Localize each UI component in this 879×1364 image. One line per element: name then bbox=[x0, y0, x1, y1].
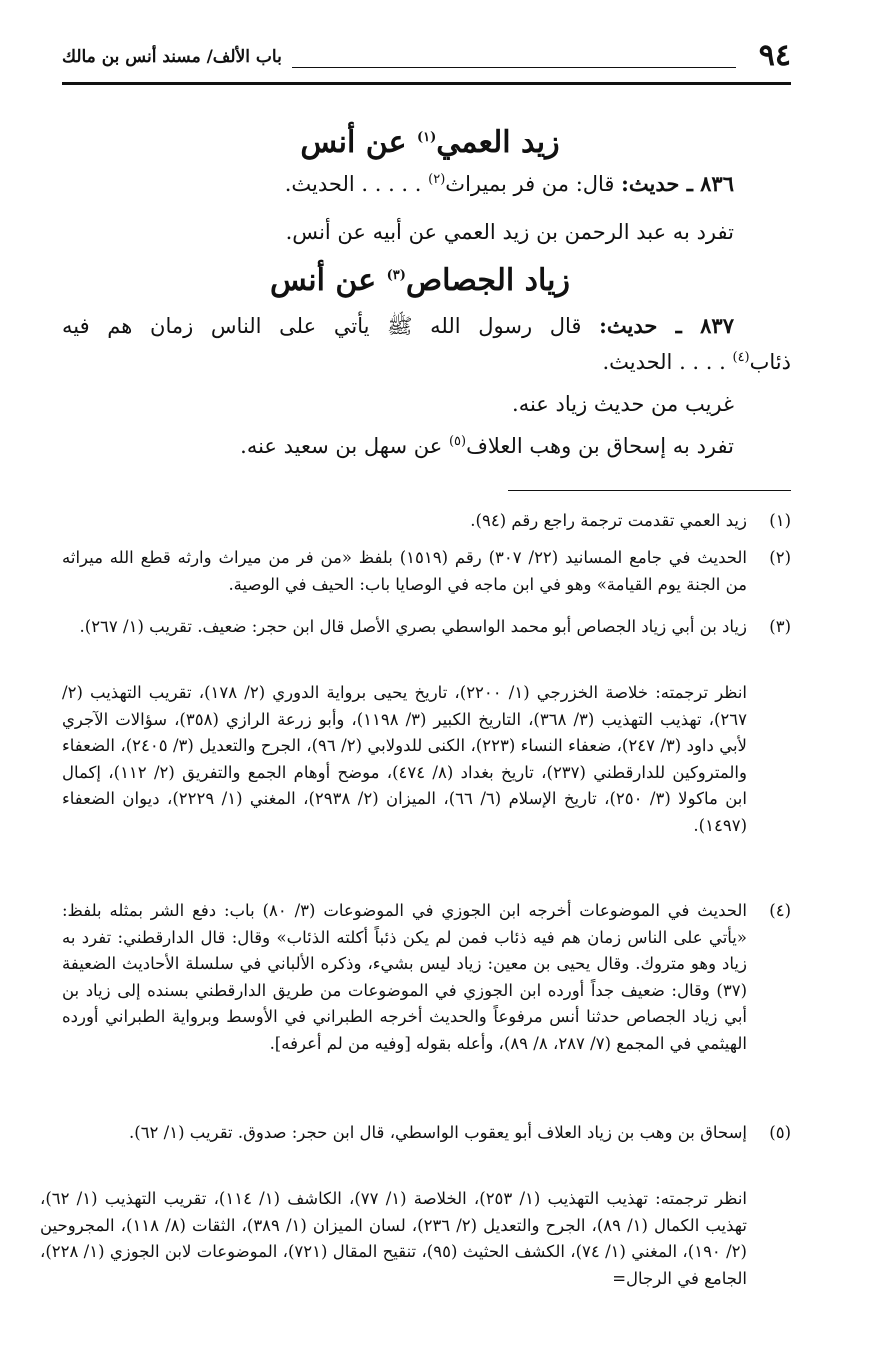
footnote-2-text: الحديث في جامع المسانيد (٢٢/ ٣٠٧) رقم (١٥١٩) بلفظ «من فر من ميراث وارثه قطع الله ميراثه من الجنة يوم القيامة» وهو في ابن ماجه في الوصايا باب: الحيف في الوصية. bbox=[62, 548, 747, 594]
header-rule bbox=[62, 82, 791, 85]
hadith-837-line-4 bbox=[60, 428, 734, 464]
hadith-837-number: ٨٣٧ ـ حديث: bbox=[599, 313, 734, 338]
hadith-836-text: قال: من فر بميراث bbox=[445, 172, 615, 196]
page-number: ٩٤ bbox=[758, 38, 791, 73]
footnote-3-mark: (٣) bbox=[769, 617, 791, 636]
running-title: باب الألف/ مسند أنس بن مالك bbox=[62, 47, 282, 67]
footnote-ref-2: (٢) bbox=[428, 172, 446, 187]
hadith-836-line-2: تفرد به عبد الرحمن بن زيد العمي عن أبيه عن أنس. bbox=[285, 220, 734, 244]
hadith-836-line-1 bbox=[60, 166, 734, 202]
header-dash-line bbox=[292, 67, 736, 68]
hadith-837-line2-end: . . . . الحديث. bbox=[602, 350, 726, 374]
page-header bbox=[62, 36, 791, 80]
footnote-2-mark: (٢) bbox=[769, 548, 791, 567]
footnote-3 bbox=[62, 614, 791, 668]
footnote-1-mark: (١) bbox=[769, 511, 791, 530]
footnote-1-text: زيد العمي تقدمت ترجمة راجع رقم (٩٤). bbox=[470, 511, 747, 530]
hadith-836-ending: . . . . . الحديث. bbox=[284, 172, 422, 196]
hadith-837-line-3: غريب من حديث زياد عنه. bbox=[512, 392, 734, 416]
footnote-1 bbox=[62, 508, 791, 536]
section-title-zayd-rest: عن أنس bbox=[300, 125, 407, 160]
hadith-837-line-1 bbox=[62, 308, 734, 344]
footnote-5-text: إسحاق بن وهب بن زياد العلاف أبو يعقوب الواسطي، قال ابن حجر: صدوق. تقريب (١/ ٦٢). bbox=[129, 1123, 747, 1142]
section-title-zayd-name: زيد العمي bbox=[436, 125, 560, 160]
section-title-zayd bbox=[300, 118, 560, 168]
footnote-5-sources: انظر ترجمته: تهذيب التهذيب (١/ ٢٥٣)، الخلاصة (١/ ٧٧)، الكاشف (١/ ١١٤)، تقريب التهذيب (١/ ٦٢)، تهذيب الكمال (١/ ٨٩)، الجرح والتعديل (٢/ ٢٣٦)، لسان الميزان (١/ ٣٨٩)، الثقات (٨/ ١١٨)، المجروحين (٢/ ١٩٠)، المغني (١/ ٧٤)، الكشف الحثيث (٩٥)، تنقيح المقال (٧٢١)، الموضوعات لابن الجوزي (١/ ٢٢٨)، الجامع في الرجال= bbox=[40, 1189, 747, 1288]
footnote-4-mark: (٤) bbox=[769, 901, 791, 920]
footnote-ref-5: (٥) bbox=[448, 434, 467, 449]
hadith-837-line4-start: تفرد به إسحاق بن وهب العلاف bbox=[466, 434, 734, 458]
footnote-5-mark: (٥) bbox=[769, 1123, 791, 1142]
footnote-4-text: الحديث في الموضوعات أخرجه ابن الجوزي في الموضوعات (٣/ ٨٠) باب: دفع الشر بمثله بلفظ: «يأتي على الناس زمان هم فيه ذئاب فمن لم يكن ذئباً أكلته الذئاب» وقال: قال الدارقطني: تفرد به زياد وهو متروك. وقال يحيى بن معين: زياد ليس بشيء، وذكره الألباني في سلسلة الأحاديث الضعيفة (٣٧) وقال: ضعيف جداً أورده ابن الجوزي في الموضوعات من طريق الدارقطني بسنده إلى زياد بن أبي زياد الجصاص حدثنا أنس مرفوعاً والحديث أخرجه الطبراني في الأوسط وبرواية الطبراني أورده الهيثمي في المجمع (٧/ ٢٨٧، ٨/ ٨٩)، وأعله بقوله [وفيه من لم أعرفه]. bbox=[62, 901, 748, 1053]
section-title-ziyad-name: زياد الجصاص bbox=[405, 263, 570, 298]
footnote-ref-4: (٤) bbox=[732, 350, 750, 365]
footnote-ref-3: (٣) bbox=[386, 268, 406, 283]
section-title-ziyad bbox=[270, 256, 570, 306]
footnote-3-sources: انظر ترجمته: خلاصة الخزرجي (١/ ٢٢٠٠)، تاريخ يحيى برواية الدوري (٢/ ١٧٨)، تقريب التهذيب (٢/ ٢٦٧)، تهذيب التهذيب (٣/ ٣٦٨)، التاريخ الكبير (٣/ ١١٩٨)، وأبو زرعة الرازي (٣٥٨)، سؤالات الآجري لأبي داود (٣/ ٢٤٧)، ضعفاء النساء (٢٢٣)، الكنى للدولابي (٢/ ٩٦)، الجرح والتعديل (٣/ ٢٤٠٥)، الضعفاء والمتروكين للدارقطني (٢٣٧)، تاريخ بغداد (٨/ ٤٧٤)، موضح أوهام الجمع والتفريق (٢/ ١١٢)، إكمال ابن ماكولا (٣/ ٢٥٠)، تاريخ الإسلام (٦/ ٦٦)، الميزان (٢/ ٢٩٣٨)، المغني (١/ ٢٢٢٩)، ديوان الضعفاء (١٤٩٧). bbox=[62, 683, 748, 835]
hadith-837-line-2 bbox=[60, 344, 791, 380]
hadith-836-number: ٨٣٦ ـ حديث: bbox=[621, 171, 734, 196]
section-title-ziyad-rest: عن أنس bbox=[270, 263, 377, 298]
hadith-837-text: قال رسول الله ﷺ يأتي على الناس زمان هم فيه bbox=[62, 314, 582, 338]
footnote-separator bbox=[508, 490, 791, 491]
footnote-2 bbox=[62, 545, 791, 599]
hadith-837-line4-end: عن سهل بن سعيد عنه. bbox=[240, 434, 443, 458]
footnote-3-text: زياد بن أبي زياد الجصاص أبو محمد الواسطي بصري الأصل قال ابن حجر: ضعيف. تقريب (١/ ٢٦٧). bbox=[79, 617, 747, 636]
hadith-837-line2-start: ذئاب bbox=[749, 350, 791, 374]
footnote-5 bbox=[62, 1120, 791, 1174]
footnote-ref-1: (١) bbox=[416, 130, 437, 145]
footnote-4 bbox=[62, 898, 791, 1114]
